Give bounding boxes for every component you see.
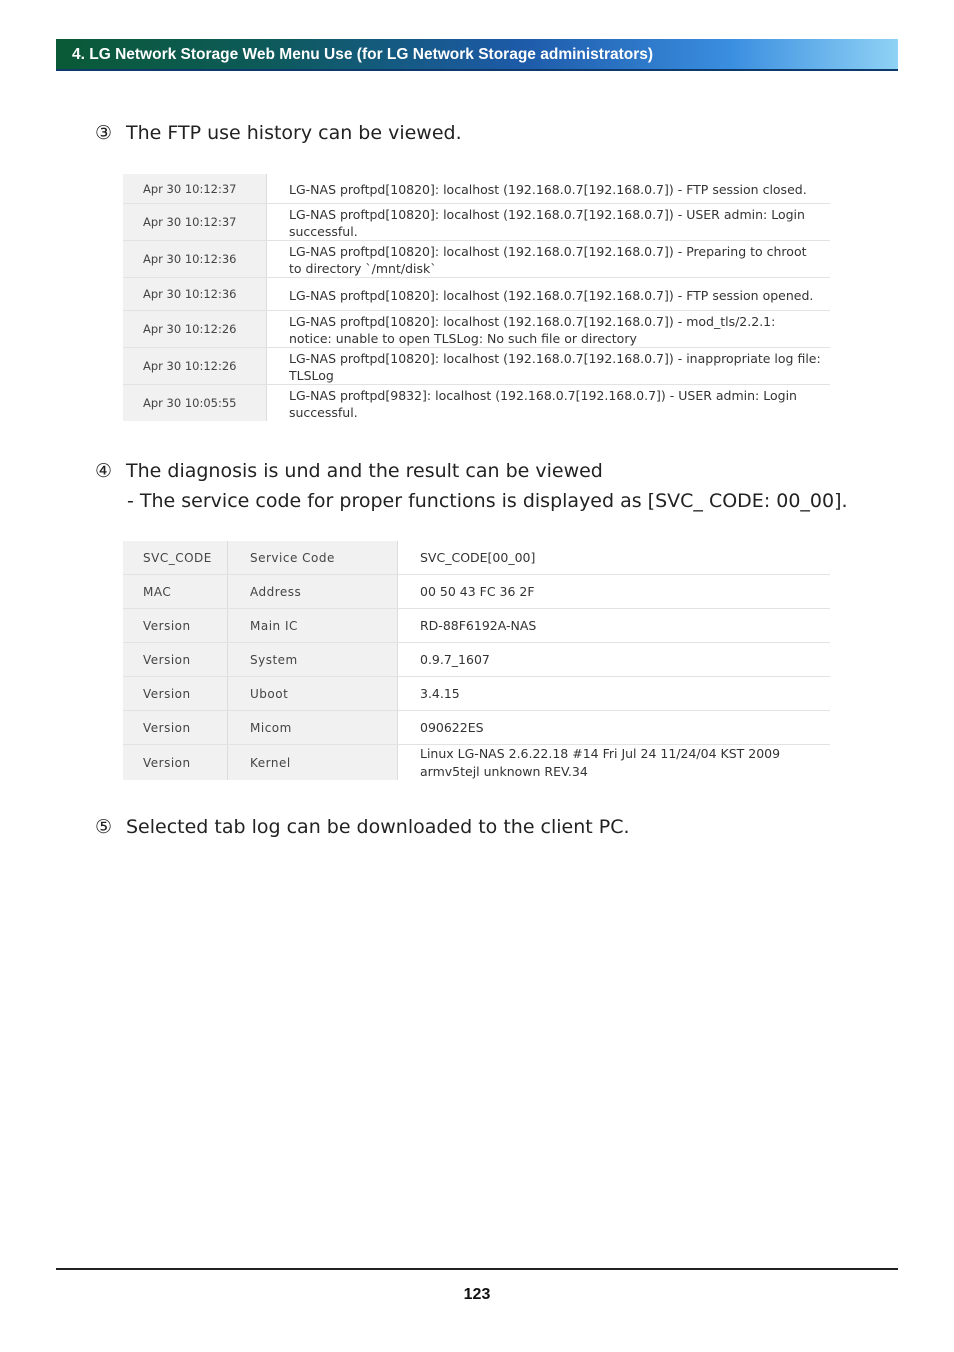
diag-item: Uboot bbox=[228, 677, 398, 710]
step-3-text: The FTP use history can be viewed. bbox=[126, 122, 462, 144]
diagnosis-row bbox=[123, 677, 830, 711]
diag-category: Version bbox=[123, 609, 228, 642]
diag-value: 090622ES bbox=[420, 719, 484, 735]
diagnosis-table bbox=[123, 541, 830, 780]
diag-category: Version bbox=[123, 711, 228, 744]
log-time: Apr 30 10:05:55 bbox=[123, 385, 267, 421]
log-message: LG-NAS proftpd[10820]: localhost (192.168.0.7[192.168.0.7]) - FTP session closed. bbox=[289, 182, 807, 197]
diag-item: Service Code bbox=[228, 541, 398, 574]
log-row bbox=[123, 311, 830, 348]
diag-value: 3.4.15 bbox=[420, 685, 460, 701]
diag-item: System bbox=[228, 643, 398, 676]
footer-divider bbox=[56, 1268, 898, 1270]
log-time: Apr 30 10:12:36 bbox=[123, 241, 267, 277]
step-3 bbox=[95, 122, 462, 144]
page-number: 123 bbox=[463, 1286, 491, 1303]
log-row bbox=[123, 348, 830, 385]
diag-category: MAC bbox=[123, 575, 228, 608]
step-4 bbox=[95, 460, 603, 482]
step-4-text: The diagnosis is und and the result can be viewed bbox=[126, 460, 603, 482]
log-message: LG-NAS proftpd[9832]: localhost (192.168.0.7[192.168.0.7]) - USER admin: Login successful. bbox=[289, 388, 797, 420]
diagnosis-row bbox=[123, 643, 830, 677]
diag-item: Kernel bbox=[228, 745, 398, 780]
step-5-number: ⑤ bbox=[95, 816, 113, 838]
diag-value: Linux LG-NAS 2.6.22.18 #14 Fri Jul 24 11/24/04 KST 2009 armv5tejl unknown REV.34 bbox=[420, 745, 781, 779]
log-time: Apr 30 10:12:26 bbox=[123, 311, 267, 347]
log-time: Apr 30 10:12:26 bbox=[123, 348, 267, 384]
section-header-title: 4. LG Network Storage Web Menu Use (for LG Network Storage administrators) bbox=[72, 46, 654, 63]
diag-value: 0.9.7_1607 bbox=[420, 651, 490, 667]
diagnosis-row bbox=[123, 609, 830, 643]
log-time: Apr 30 10:12:37 bbox=[123, 204, 267, 240]
diag-value: RD-88F6192A-NAS bbox=[420, 617, 537, 633]
diagnosis-row bbox=[123, 745, 830, 780]
step-4-subtext: - The service code for proper functions is displayed as [SVC_ CODE: 00_00]. bbox=[127, 490, 848, 512]
log-message: LG-NAS proftpd[10820]: localhost (192.168.0.7[192.168.0.7]) - inappropriate log file: TLSLog bbox=[289, 351, 821, 383]
ftp-log-table bbox=[123, 174, 830, 420]
log-message: LG-NAS proftpd[10820]: localhost (192.168.0.7[192.168.0.7]) - mod_tls/2.2.1: notice: unable to open TLSLog: No such file or directory bbox=[289, 314, 776, 346]
log-row bbox=[123, 278, 830, 311]
step-4-number: ④ bbox=[95, 460, 113, 482]
diag-category: Version bbox=[123, 745, 228, 780]
diag-category: Version bbox=[123, 643, 228, 676]
diagnosis-row bbox=[123, 711, 830, 745]
diag-value: SVC_CODE[00_00] bbox=[420, 549, 536, 565]
diag-item: Main IC bbox=[228, 609, 398, 642]
step-3-number: ③ bbox=[95, 122, 113, 144]
log-time: Apr 30 10:12:37 bbox=[123, 174, 267, 203]
diag-category: SVC_CODE bbox=[123, 541, 228, 574]
diag-item: Micom bbox=[228, 711, 398, 744]
log-message: LG-NAS proftpd[10820]: localhost (192.168.0.7[192.168.0.7]) - USER admin: Login successful. bbox=[289, 207, 805, 239]
diagnosis-row bbox=[123, 541, 830, 575]
diag-category: Version bbox=[123, 677, 228, 710]
log-row bbox=[123, 204, 830, 241]
step-5 bbox=[95, 816, 630, 838]
diag-item: Address bbox=[228, 575, 398, 608]
diag-value: 00 50 43 FC 36 2F bbox=[420, 583, 535, 599]
step-5-text: Selected tab log can be downloaded to the client PC. bbox=[126, 816, 630, 838]
section-header-bar bbox=[56, 39, 898, 71]
log-row bbox=[123, 385, 830, 421]
log-time: Apr 30 10:12:36 bbox=[123, 278, 267, 310]
log-message: LG-NAS proftpd[10820]: localhost (192.168.0.7[192.168.0.7]) - Preparing to chroot to directory `/mnt/disk` bbox=[289, 244, 807, 276]
diagnosis-row bbox=[123, 575, 830, 609]
log-message: LG-NAS proftpd[10820]: localhost (192.168.0.7[192.168.0.7]) - FTP session opened. bbox=[289, 287, 814, 303]
log-row bbox=[123, 174, 830, 204]
log-row bbox=[123, 241, 830, 278]
